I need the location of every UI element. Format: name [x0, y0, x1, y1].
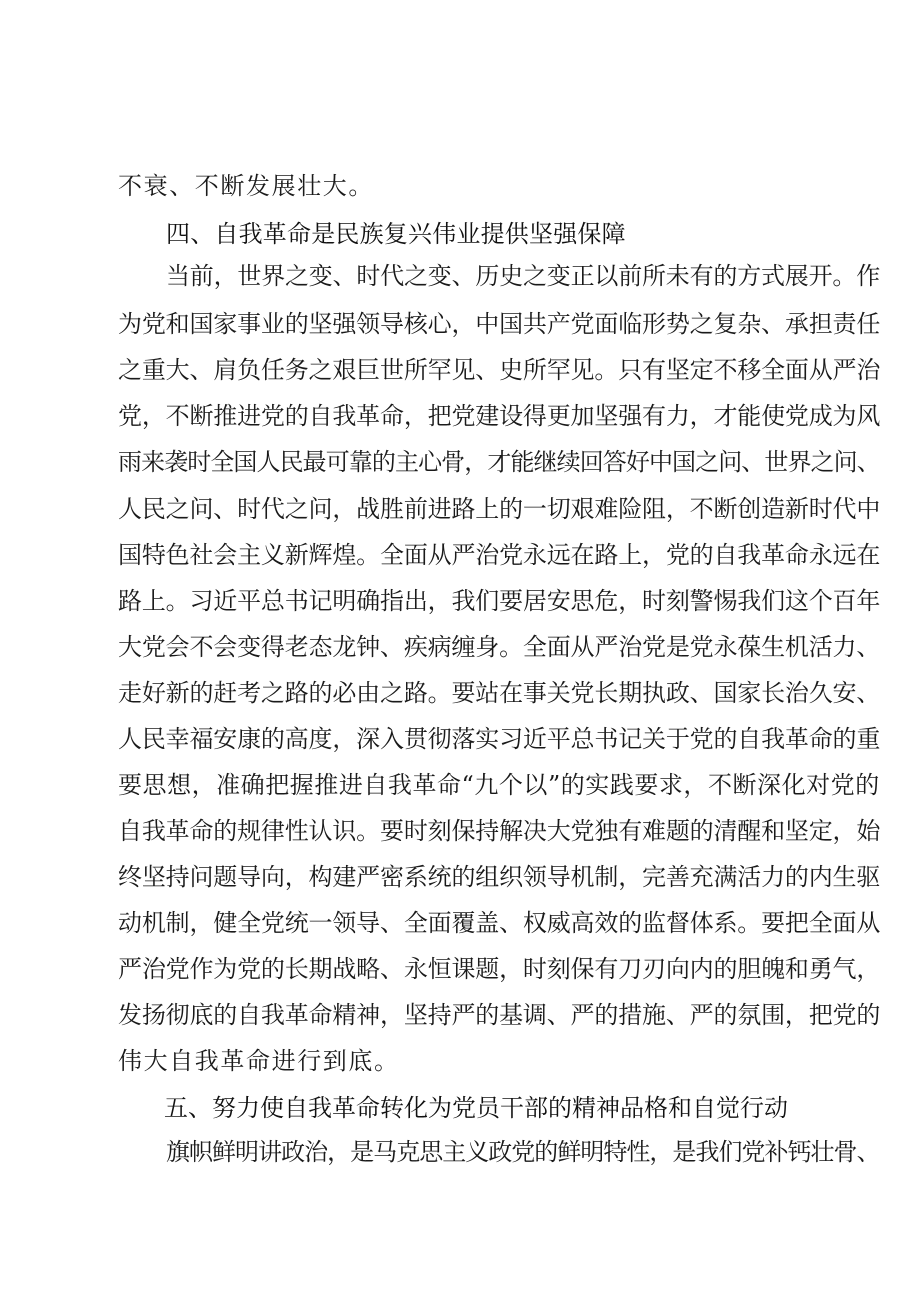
- section-4-line: 之重大、肩负任务之艰巨世所罕见、史所罕见。只有坚定不移全面从严治: [118, 356, 881, 384]
- section-4-line: 严治党作为党的长期战略、永恒课题，时刻保有刀刃向内的胆魄和勇气，: [118, 955, 881, 983]
- section-5-heading: 五、努力使自我革命转化为党员干部的精神品格和自觉行动: [164, 1094, 788, 1122]
- section-4-line: 人民幸福安康的高度，深入贯彻落实习近平总书记关于党的自我革命的重: [118, 725, 881, 753]
- section-4-line: 自我革命的规律性认识。要时刻保持解决大党独有难题的清醒和坚定，始: [118, 817, 881, 845]
- intro-line: 不衰、不断发展壮大。: [118, 172, 374, 200]
- section-4-line: 国特色社会主义新辉煌。全面从严治党永远在路上，党的自我革命永远在: [118, 541, 881, 569]
- section-4-line: 动机制，健全党统一领导、全面覆盖、权威高效的监督体系。要把全面从: [118, 909, 881, 937]
- section-4-line: 雨来袭时全国人民最可靠的主心骨，才能继续回答好中国之问、世界之问、: [118, 448, 880, 476]
- section-4-line: 要思想，准确把握推进自我革命“九个以”的实践要求，不断深化对党的: [118, 771, 880, 799]
- section-4-line: 党，不断推进党的自我革命，把党建设得更加坚强有力，才能使党成为风: [118, 402, 881, 430]
- section-4-line: 人民之问、时代之问，战胜前进路上的一切艰难险阻，不断创造新时代中: [118, 495, 881, 523]
- section-4-line: 发扬彻底的自我革命精神，坚持严的基调、严的措施、严的氛围，把党的: [118, 1001, 881, 1029]
- section-4-line: 路上。习近平总书记明确指出，我们要居安思危，时刻警惕我们这个百年: [118, 587, 881, 615]
- section-4-line: 为党和国家事业的坚强领导核心，中国共产党面临形势之复杂、承担责任: [118, 310, 881, 338]
- section-4-line: 走好新的赶考之路的必由之路。要站在事关党长期执政、国家长治久安、: [118, 679, 881, 707]
- section-4-line: 终坚持问题导向，构建严密系统的组织领导机制，完善充满活力的内生驱: [118, 863, 881, 891]
- section-4-heading: 四、自我革命是民族复兴伟业提供坚强保障: [166, 220, 626, 248]
- section-4-line: 伟大自我革命进行到底。: [118, 1047, 400, 1075]
- section-4-line: 当前，世界之变、时代之变、历史之变正以前所未有的方式展开。作: [166, 262, 880, 290]
- section-5-line: 旗帜鲜明讲政治，是马克思主义政党的鲜明特性，是我们党补钙壮骨、: [166, 1138, 880, 1166]
- section-4-line: 大党会不会变得老态龙钟、疾病缠身。全面从严治党是党永葆生机活力、: [118, 633, 881, 661]
